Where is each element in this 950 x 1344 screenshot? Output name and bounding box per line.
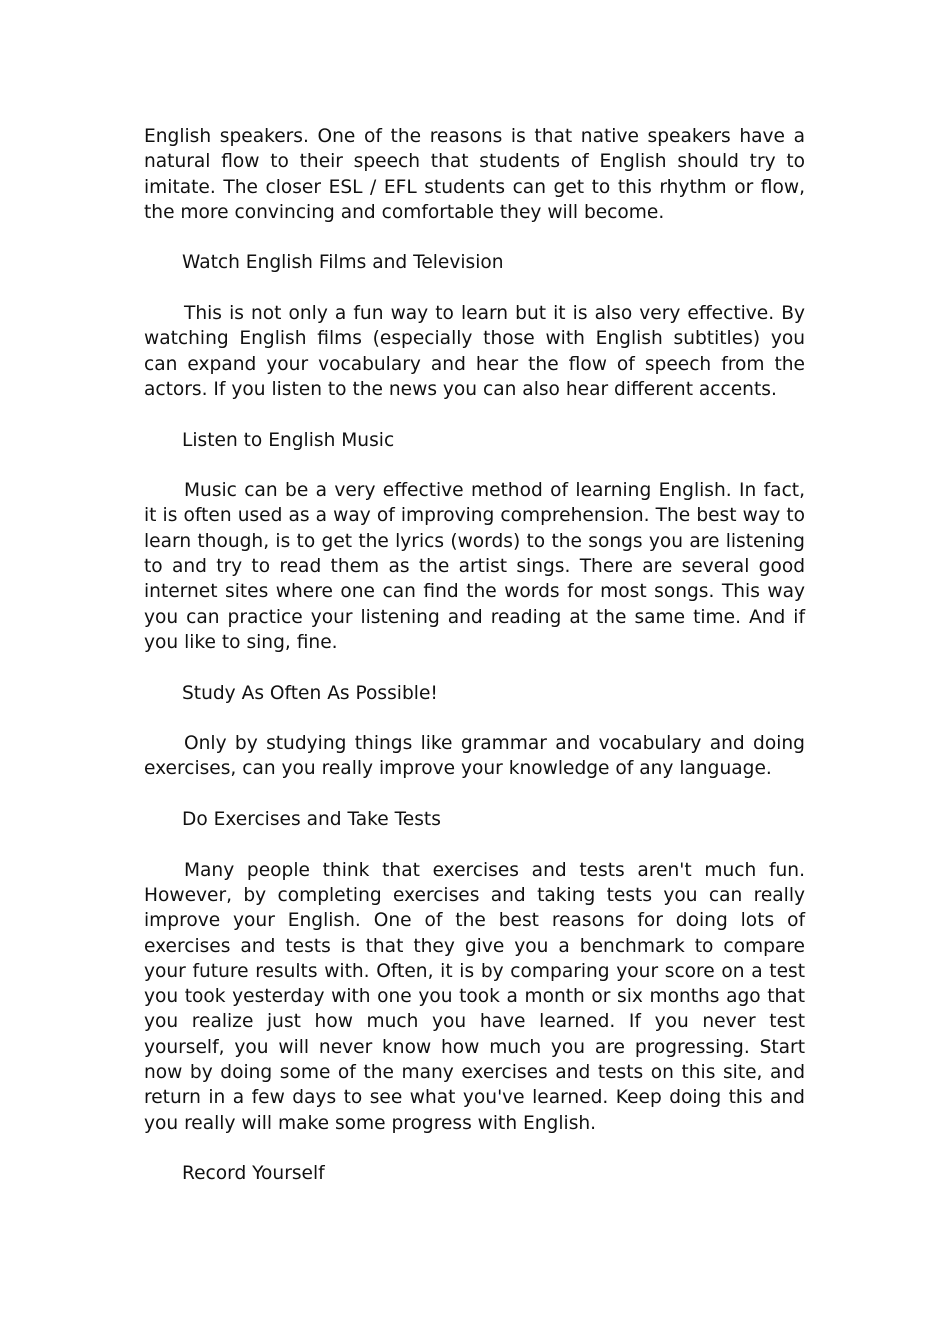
paragraph-listen-music: Music can be a very effective method of learning English. In fact, it is often used as a way of improving comprehension. The best way to learn though, is to get the lyrics (words) to the songs you are listening to and try to read them as the artist sings. There are several good internet sites where one can find the words for most songs. This way you can practice your listening and reading at the same time. And if you like to sing, fine. [144, 480, 805, 653]
heading-study-often: Study As Often As Possible! [182, 682, 438, 704]
heading-watch-films: Watch English Films and Television [182, 252, 504, 274]
heading-exercises-tests: Do Exercises and Take Tests [182, 809, 441, 831]
paragraph-native-speakers: English speakers. One of the reasons is that native speakers have a natural flow to their speech that students of English should try to imitate. The closer ESL / EFL students can get to this rhythm or flow, the more convincing and comfortable they will become. [144, 126, 805, 223]
heading-listen-music: Listen to English Music [182, 429, 395, 451]
paragraph-watch-films: This is not only a fun way to learn but it is also very effective. By watching English films (especially those with English subtitles) you can expand your vocabulary and hear the flow of speech from the actors. If you listen to the news you can also hear different accents. [144, 303, 805, 400]
document-page [144, 124, 805, 1212]
heading-record-yourself: Record Yourself [182, 1163, 325, 1185]
paragraph-exercises-tests: Many people think that exercises and tests aren't much fun. However, by completing exercises and taking tests you can really improve your English. One of the best reasons for doing lots of exercises and tests is that they give you a benchmark to compare your future results with. Often, it is by comparing your score on a test you took yesterday with one you took a month or six months ago that you realize just how much you have learned. If you never test yourself, you will never know how much you are progressing. Start now by doing some of the many exercises and tests on this site, and return in a few days to see what you've learned. Keep doing this and you really will make some progress with English. [144, 859, 805, 1134]
paragraph-study-often: Only by studying things like grammar and vocabulary and doing exercises, can you really improve your knowledge of any language. [144, 733, 805, 780]
